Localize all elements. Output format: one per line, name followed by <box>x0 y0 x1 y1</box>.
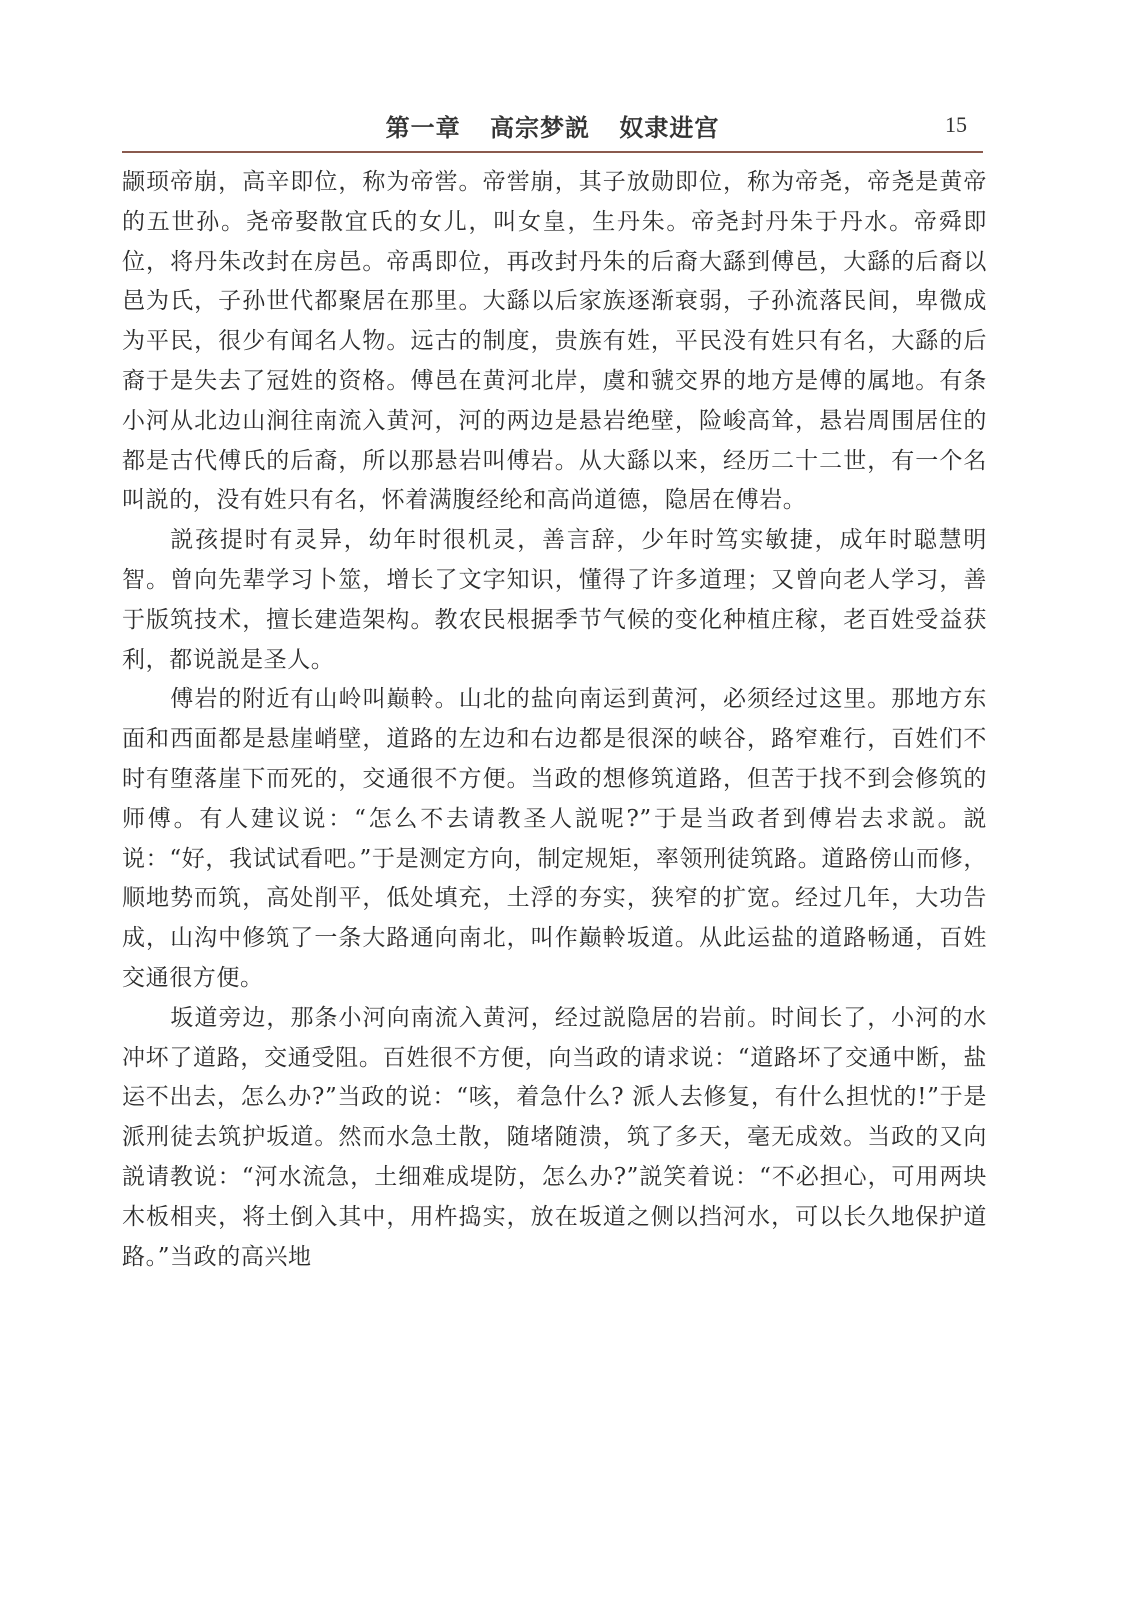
header-divider <box>122 151 983 153</box>
chapter-title <box>122 108 983 143</box>
paragraph-1: 颛顼帝崩，高辛即位，称为帝喾。帝喾崩，其子放勋即位，称为帝尧，帝尧是黄帝的五世孙。尧帝娶散宜氏的女儿，叫女皇，生丹朱。帝尧封丹朱于丹水。帝舜即位，将丹朱改封在房邑。帝禹即位，再改封丹朱的后裔大繇到傅邑，大繇的后裔以邑为氏，子孙世代都聚居在那里。大繇以后家族逐渐衰弱，子孙流落民间，卑微成为平民，很少有闻名人物。远古的制度，贵族有姓，平民没有姓只有名，大繇的后裔于是失去了冠姓的资格。傅邑在黄河北岸，虞和虢交界的地方是傅的属地。有条小河从北边山涧往南流入黄河，河的两边是悬岩绝壁，险峻高耸，悬岩周围居住的都是古代傅氏的后裔，所以那悬岩叫傅岩。从大繇以来，经历二十二世，有一个名叫説的，没有姓只有名，怀着满腹经纶和高尚道德，隐居在傅岩。 <box>122 169 987 514</box>
paragraph-4: 坂道旁边，那条小河向南流入黄河，经过説隐居的岩前。时间长了，小河的水冲坏了道路，交通受阻。百姓很不方便，向当政的请求说：“道路坏了交通中断，盐运不出去，怎么办?”当政的说：“咳，着急什么? 派人去修复，有什么担忧的!”于是派刑徒去筑护坂道。然而水急土散，随堵随溃，筑了多天，毫无成效。当政的又向説请教说：“河水流急，土细难成堤防，怎么办?”説笑着说：“不必担心，可用两块木板相夹，将土倒入其中，用杵捣实，放在坂道之侧以挡河水，可以长久地保护道路。”当政的高兴地 <box>122 1004 987 1270</box>
paragraph-3: 傅岩的附近有山岭叫巅軨。山北的盐向南运到黄河，必须经过这里。那地方东面和西面都是悬崖峭壁，道路的左边和右边都是很深的峡谷，路窄难行，百姓们不时有堕落崖下而死的，交通很不方便。当政的想修筑道路，但苦于找不到会修筑的师傅。有人建议说：“怎么不去请教圣人説呢?”于是当政者到傅岩去求説。説说：“好，我试试看吧。”于是测定方向，制定规矩，率领刑徒筑路。道路傍山而修，顺地势而筑，高处削平，低处填充，土浮的夯实，狭窄的扩宽。经过几年，大功告成，山沟中修筑了一条大路通向南北，叫作巅軨坂道。从此运盐的道路畅通，百姓交通很方便。 <box>122 686 987 991</box>
chapter-subtitle-2: 奴隶进宫 <box>619 114 720 142</box>
chapter-subtitle-1: 高宗梦説 <box>490 114 590 142</box>
running-header <box>122 108 983 152</box>
body-text <box>122 163 987 1277</box>
paragraph-2: 説孩提时有灵异，幼年时很机灵，善言辞，少年时笃实敏捷，成年时聪慧明智。曾向先辈学习卜筮，增长了文字知识，懂得了许多道理；又曾向老人学习，善于版筑技术，擅长建造架构。教农民根据季节气候的变化种植庄稼，老百姓受益获利，都说説是圣人。 <box>122 527 987 673</box>
chapter-number: 第一章 <box>385 114 461 142</box>
page-number: 15 <box>945 112 967 137</box>
